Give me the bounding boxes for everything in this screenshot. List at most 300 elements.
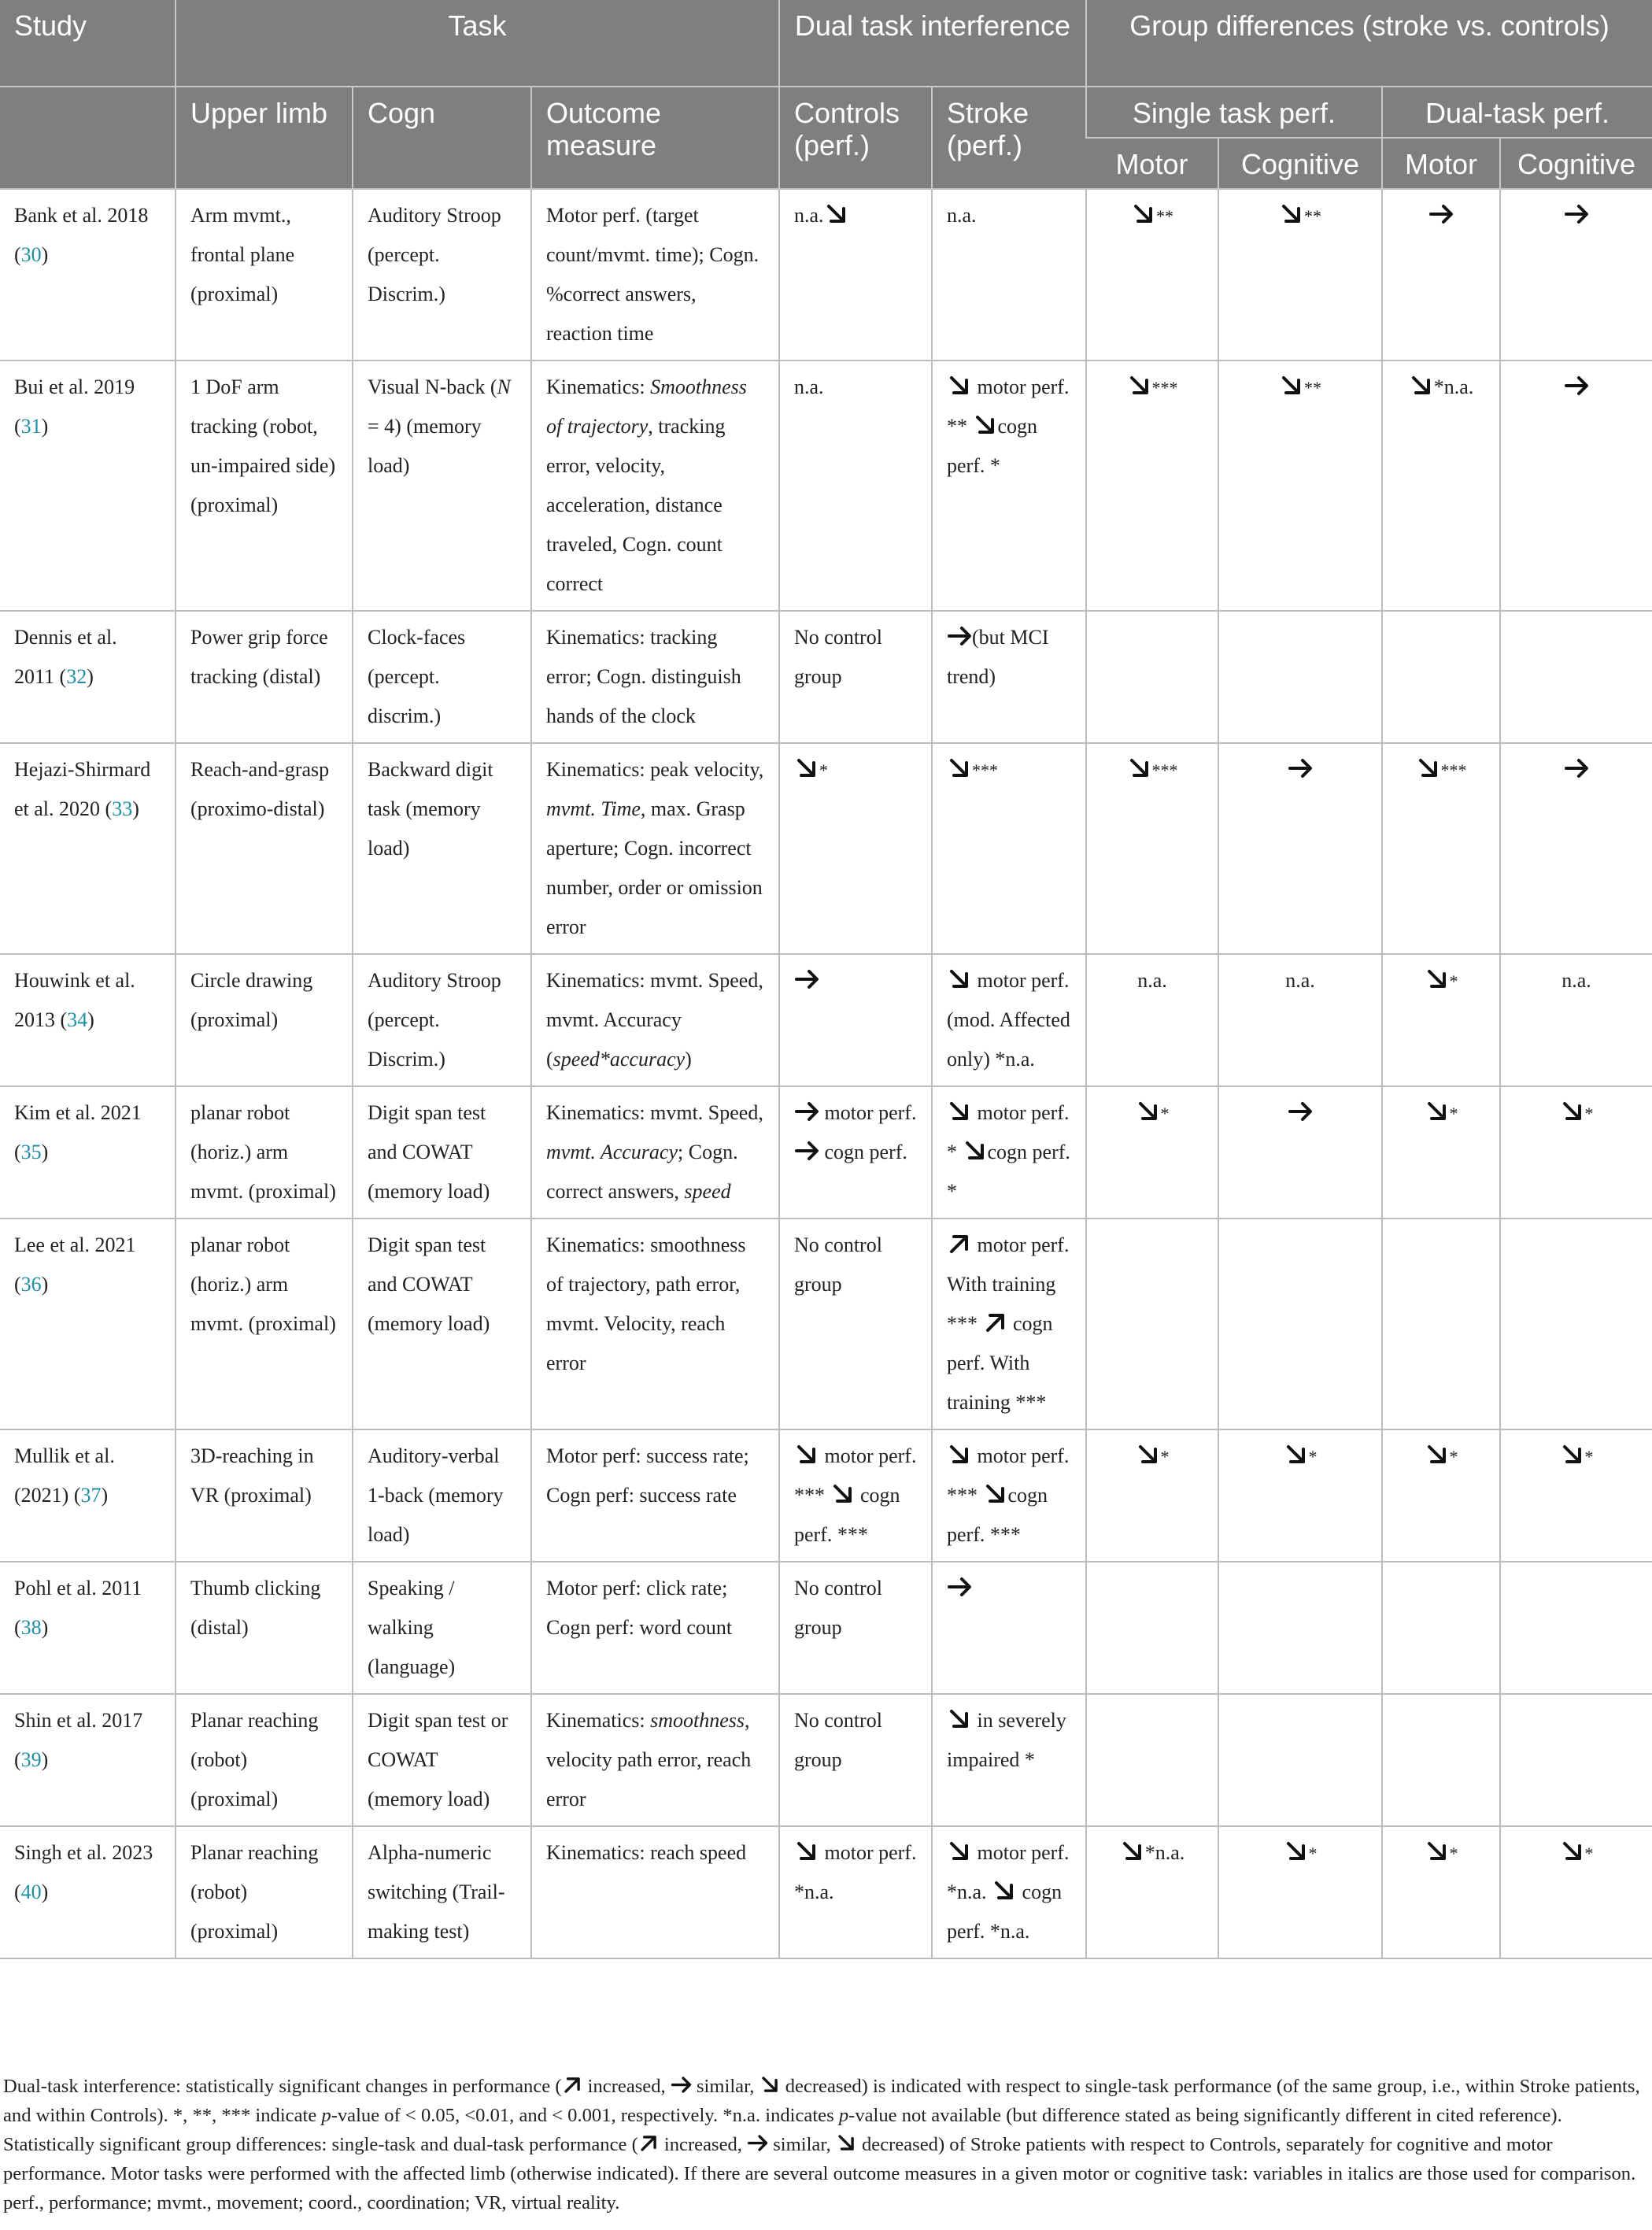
- cell-dual-task-cognitive: [1500, 1219, 1652, 1429]
- italic-text: smoothness: [650, 1709, 745, 1732]
- cell-controls-perf: [779, 1694, 932, 1826]
- cell-stroke-perf: [932, 1694, 1086, 1826]
- arrow-decreased-icon: [1409, 373, 1434, 398]
- cell-upper-limb: Thumb clicking (distal): [176, 1562, 353, 1694]
- cell-study: [0, 1086, 176, 1219]
- cell-dual-task-cognitive: [1500, 189, 1652, 361]
- cell-text: similar,: [691, 2076, 759, 2097]
- cell-dual-task-cognitive: [1500, 611, 1652, 743]
- cell-text: ): [41, 1616, 49, 1639]
- cell-stroke-perf: [932, 1086, 1086, 1219]
- cell-text: , max. Grasp aperture; Cogn. incorrect number, order or omission error: [546, 797, 763, 938]
- reference-link[interactable]: 31: [20, 415, 42, 438]
- cell-study: [0, 1694, 176, 1826]
- header-single-motor: Motor: [1086, 138, 1218, 189]
- cell-text: increased,: [659, 2134, 748, 2155]
- cell-single-task-cognitive: [1218, 1694, 1382, 1826]
- arrow-decreased-icon: [947, 373, 972, 398]
- table-header: [0, 0, 1652, 189]
- table-row: [0, 361, 1652, 611]
- cell-text: No control group: [794, 1577, 882, 1639]
- arrow-decreased-icon: [830, 1481, 856, 1507]
- cell-text: motor perf. (mod. Affected only) *n.a.: [947, 969, 1070, 1071]
- cell-text: cogn perf. With training ***: [947, 1312, 1053, 1414]
- table-row: [0, 743, 1652, 954]
- arrow-decreased-icon: [973, 412, 998, 438]
- cell-dual-task-cognitive: [1500, 1429, 1652, 1562]
- cell-stroke-perf: [932, 743, 1086, 954]
- reference-link[interactable]: 33: [112, 797, 133, 820]
- cell-cogn: [353, 361, 531, 611]
- cell-study: [0, 611, 176, 743]
- reference-link[interactable]: 40: [20, 1881, 42, 1903]
- cell-controls-perf: [779, 1219, 932, 1429]
- cell-text: ): [41, 1273, 49, 1296]
- arrow-decreased-icon: [1284, 1839, 1309, 1864]
- arrow-similar-icon: [794, 1099, 819, 1124]
- italic-text: mvmt. Time: [546, 797, 641, 820]
- cell-dual-task-motor: [1382, 1562, 1500, 1694]
- cell-text: Shin et al. 2017 (: [14, 1709, 143, 1771]
- header-dual-task-interference: Dual task interference: [779, 0, 1086, 87]
- arrow-similar-icon: [1564, 373, 1589, 398]
- italic-text: N: [497, 375, 511, 398]
- arrow-decreased-icon: [947, 1707, 972, 1732]
- cell-text: increased,: [582, 2076, 671, 2097]
- header-single-task-perf: Single task perf.: [1086, 87, 1382, 138]
- italic-text: speed*accuracy: [553, 1048, 686, 1071]
- arrow-decreased-icon: [1279, 373, 1304, 398]
- cell-text: motor perf.: [819, 1101, 917, 1124]
- reference-link[interactable]: 35: [20, 1141, 42, 1163]
- cell-dual-task-motor: [1382, 189, 1500, 361]
- cell-text: ): [41, 1881, 49, 1903]
- significance-mark: *: [1308, 1447, 1318, 1466]
- arrow-decreased-icon: [1560, 1099, 1585, 1124]
- cell-text: motor perf. *n.a.: [947, 1841, 1070, 1903]
- arrow-decreased-icon: [1120, 1839, 1145, 1864]
- cell-study: [0, 1429, 176, 1562]
- reference-link[interactable]: 36: [20, 1273, 42, 1296]
- header-group-differences: Group differences (stroke vs. controls): [1086, 0, 1652, 87]
- significance-mark: ***: [1440, 760, 1467, 780]
- cell-outcome-measure: [531, 611, 779, 743]
- table-row: [0, 1562, 1652, 1694]
- reference-link[interactable]: 39: [20, 1748, 42, 1771]
- cell-study: [0, 954, 176, 1086]
- significance-mark: *: [1449, 1844, 1458, 1863]
- cell-upper-limb: planar robot (horiz.) arm mvmt. (proximal): [176, 1219, 353, 1429]
- cell-study: [0, 1562, 176, 1694]
- cell-single-task-cognitive: [1218, 611, 1382, 743]
- header-single-cognitive: Cognitive: [1218, 138, 1382, 189]
- cell-dual-task-cognitive: [1500, 743, 1652, 954]
- cell-stroke-perf: [932, 361, 1086, 611]
- italic-text: speed: [684, 1180, 731, 1203]
- cell-text: ): [685, 1048, 692, 1071]
- cell-dual-task-cognitive: [1500, 954, 1652, 1086]
- cell-stroke-perf: [932, 954, 1086, 1086]
- table-row: [0, 1694, 1652, 1826]
- cell-upper-limb: Planar reaching (robot) (proximal): [176, 1694, 353, 1826]
- cell-controls-perf: [779, 743, 932, 954]
- arrow-similar-icon: [947, 623, 972, 649]
- table-row: [0, 1219, 1652, 1429]
- significance-mark: *: [1449, 971, 1458, 991]
- arrow-similar-icon: [947, 1574, 972, 1599]
- cell-single-task-motor: [1086, 1429, 1218, 1562]
- arrow-decreased-icon: [1560, 1442, 1585, 1467]
- cell-cogn: Auditory Stroop (percept. Discrim.): [353, 189, 531, 361]
- header-cogn: Cogn: [353, 87, 531, 189]
- cell-outcome-measure: [531, 1219, 779, 1429]
- significance-mark: *: [1160, 1104, 1170, 1123]
- cell-text: Motor perf: click rate; Cogn perf: word count: [546, 1577, 733, 1639]
- cell-controls-perf: [779, 1429, 932, 1562]
- arrow-similar-icon: [671, 2074, 692, 2095]
- cell-controls-perf: [779, 1086, 932, 1219]
- cell-dual-task-motor: [1382, 1086, 1500, 1219]
- cell-text: Mullik et al. (2021) (: [14, 1444, 115, 1507]
- reference-link[interactable]: 34: [67, 1008, 88, 1031]
- cell-text: Kinematics: tracking error; Cogn. distinguish hands of the clock: [546, 626, 741, 727]
- arrow-similar-icon: [1428, 202, 1454, 227]
- cell-dual-task-cognitive: [1500, 1826, 1652, 1958]
- header-dual-task-perf: Dual-task perf.: [1382, 87, 1652, 138]
- cell-text: Kinematics: mvmt. Speed, mvmt. Accuracy (: [546, 969, 763, 1071]
- cell-single-task-cognitive: [1218, 189, 1382, 361]
- cell-text: ): [101, 1484, 109, 1507]
- cell-outcome-measure: [531, 954, 779, 1086]
- cell-single-task-motor: [1086, 611, 1218, 743]
- cell-dual-task-motor: [1382, 1694, 1500, 1826]
- cell-stroke-perf: [932, 611, 1086, 743]
- cell-controls-perf: [779, 1826, 932, 1958]
- cell-dual-task-cognitive: [1500, 1694, 1652, 1826]
- cell-stroke-perf: [932, 1562, 1086, 1694]
- cell-text: Kim et al. 2021 (: [14, 1101, 142, 1163]
- cell-text: Kinematics:: [546, 375, 651, 398]
- significance-mark: *: [1584, 1447, 1594, 1466]
- cell-text: Pohl et al. 2011 (: [14, 1577, 142, 1639]
- significance-mark: *: [1449, 1104, 1458, 1123]
- cell-text: n.a.: [1285, 969, 1315, 992]
- cell-text: ): [132, 797, 139, 820]
- cell-text: motor perf. ***: [794, 1444, 917, 1507]
- cell-study: [0, 743, 176, 954]
- cell-cogn: Auditory-verbal 1-back (memory load): [353, 1429, 531, 1562]
- arrow-decreased-icon: [947, 1442, 972, 1467]
- header-controls-perf: Controls (perf.): [779, 87, 932, 189]
- cell-text: n.a.: [947, 204, 977, 227]
- cell-single-task-motor: [1086, 1219, 1218, 1429]
- cell-stroke-perf: [932, 1826, 1086, 1958]
- arrow-decreased-icon: [1416, 756, 1441, 781]
- arrow-similar-icon: [747, 2132, 768, 2154]
- cell-outcome-measure: [531, 361, 779, 611]
- significance-mark: **: [1156, 206, 1173, 226]
- cell-single-task-cognitive: [1218, 361, 1382, 611]
- cell-text: motor perf. **: [947, 375, 1070, 438]
- cell-cogn: Digit span test or COWAT (memory load): [353, 1694, 531, 1826]
- arrow-similar-icon: [794, 1138, 819, 1163]
- cell-text: ): [87, 665, 94, 688]
- significance-mark: **: [1304, 378, 1321, 398]
- arrow-decreased-icon: [1425, 1442, 1450, 1467]
- arrow-similar-icon: [1288, 756, 1313, 781]
- cell-text: (but MCI trend): [947, 626, 1049, 688]
- cell-single-task-motor: [1086, 954, 1218, 1086]
- header-stroke-perf: Stroke (perf.): [932, 87, 1086, 189]
- table-row: [0, 1086, 1652, 1219]
- header-dual-motor: Motor: [1382, 138, 1500, 189]
- header-outcome-measure: Outcome measure: [531, 87, 779, 189]
- arrow-decreased-icon: [992, 1878, 1017, 1903]
- cell-single-task-cognitive: [1218, 1562, 1382, 1694]
- cell-text: Visual N-back (: [368, 375, 497, 398]
- cell-upper-limb: Power grip force tracking (distal): [176, 611, 353, 743]
- cell-study: [0, 361, 176, 611]
- cell-cogn: Clock-faces (percept. discrim.): [353, 611, 531, 743]
- cell-single-task-cognitive: [1218, 1219, 1382, 1429]
- cell-text: Houwink et al. 2013 (: [14, 969, 135, 1031]
- header-upper-limb: Upper limb: [176, 87, 353, 189]
- arrow-decreased-icon: [947, 756, 972, 781]
- cell-text: Kinematics:: [546, 1709, 651, 1732]
- cell-dual-task-motor: [1382, 1826, 1500, 1958]
- cell-text: cogn perf. *n.a.: [947, 1881, 1063, 1943]
- arrow-decreased-icon: [1284, 1442, 1309, 1467]
- cell-dual-task-motor: [1382, 954, 1500, 1086]
- arrow-decreased-icon: [794, 1839, 819, 1864]
- arrow-decreased-icon: [1127, 756, 1152, 781]
- cell-controls-perf: [779, 189, 932, 361]
- cell-study: [0, 1219, 176, 1429]
- cell-controls-perf: [779, 1562, 932, 1694]
- cell-single-task-cognitive: [1218, 954, 1382, 1086]
- cell-single-task-motor: [1086, 1826, 1218, 1958]
- cell-outcome-measure: [531, 743, 779, 954]
- cell-stroke-perf: [932, 189, 1086, 361]
- cell-dual-task-motor: [1382, 611, 1500, 743]
- arrow-increased-icon: [562, 2074, 583, 2095]
- significance-mark: *: [1449, 1447, 1458, 1466]
- arrow-similar-icon: [1564, 202, 1589, 227]
- table-body: [0, 189, 1652, 1958]
- cell-outcome-measure: [531, 1562, 779, 1694]
- cell-text: motor perf. *n.a.: [794, 1841, 917, 1903]
- cell-text: , tracking error, velocity, acceleration, distance traveled, Cogn. count correct: [546, 415, 726, 595]
- cell-controls-perf: [779, 361, 932, 611]
- cell-dual-task-motor: [1382, 743, 1500, 954]
- arrow-decreased-icon: [1131, 202, 1156, 227]
- cell-text: cogn perf. *: [947, 415, 1038, 477]
- cell-text: -value not available (but difference stated as being significantly different in cited reference). Statistically significant group differences: single-task and dual-task performance (: [3, 2105, 1562, 2155]
- cell-text: decreased) is indicated with respect to single-task performance (of the same group, i.e., within Stroke patients, and within Controls). *, **, *** indicate: [3, 2076, 1640, 2126]
- cell-text: ): [41, 1748, 49, 1771]
- arrow-decreased-icon: [1425, 967, 1450, 992]
- cell-outcome-measure: [531, 1429, 779, 1562]
- cell-text: Kinematics: smoothness of trajectory, path error, mvmt. Velocity, reach error: [546, 1233, 746, 1374]
- cell-text: No control group: [794, 626, 882, 688]
- cell-outcome-measure: [531, 1826, 779, 1958]
- significance-mark: *: [1584, 1844, 1594, 1863]
- cell-study: [0, 189, 176, 361]
- cell-single-task-cognitive: [1218, 1826, 1382, 1958]
- cell-cogn: Auditory Stroop (percept. Discrim.): [353, 954, 531, 1086]
- cell-upper-limb: 1 DoF arm tracking (robot, un-impaired side) (proximal): [176, 361, 353, 611]
- cell-upper-limb: Arm mvmt., frontal plane (proximal): [176, 189, 353, 361]
- cell-text: ; Cogn. correct answers,: [546, 1141, 738, 1203]
- table-row: [0, 611, 1652, 743]
- cell-text: No control group: [794, 1233, 882, 1296]
- arrow-decreased-icon: [824, 202, 849, 227]
- cell-text: motor perf. ***: [947, 1444, 1070, 1507]
- cell-cogn: Backward digit task (memory load): [353, 743, 531, 954]
- cell-text: ): [41, 415, 49, 438]
- cell-text: cogn perf.: [819, 1141, 907, 1163]
- cell-cogn: Digit span test and COWAT (memory load): [353, 1219, 531, 1429]
- cell-text: , velocity path error, reach error: [546, 1709, 752, 1810]
- arrow-decreased-icon: [947, 1099, 972, 1124]
- arrow-decreased-icon: [836, 2132, 857, 2154]
- cell-text: in severely impaired *: [947, 1709, 1066, 1771]
- cell-text: Kinematics: reach speed: [546, 1841, 747, 1864]
- cell-text: Kinematics: mvmt. Speed,: [546, 1101, 763, 1124]
- reference-link[interactable]: 30: [20, 243, 42, 266]
- cell-cogn: Speaking / walking (language): [353, 1562, 531, 1694]
- cell-single-task-motor: [1086, 743, 1218, 954]
- cell-text: = 4) (memory load): [368, 415, 482, 477]
- arrow-similar-icon: [1288, 1099, 1313, 1124]
- arrow-decreased-icon: [1136, 1099, 1161, 1124]
- arrow-similar-icon: [1564, 756, 1589, 781]
- cell-text: cogn perf. ***: [947, 1484, 1048, 1546]
- cell-dual-task-motor: [1382, 1219, 1500, 1429]
- cell-controls-perf: [779, 954, 932, 1086]
- arrow-decreased-icon: [1425, 1839, 1450, 1864]
- cell-text: Motor perf. (target count/mvmt. time); Cogn. %correct answers, reaction time: [546, 204, 759, 345]
- significance-mark: ***: [1151, 760, 1178, 780]
- significance-mark: *: [819, 760, 828, 780]
- significance-mark: **: [1304, 206, 1321, 226]
- table-row: [0, 1429, 1652, 1562]
- cell-text: n.a.: [1137, 969, 1167, 992]
- arrow-similar-icon: [794, 967, 819, 992]
- cell-text: motor perf. With training ***: [947, 1233, 1070, 1335]
- arrow-decreased-icon: [794, 1442, 819, 1467]
- cell-text: Hejazi-Shirmard et al. 2020 (: [14, 758, 151, 820]
- arrow-decreased-icon: [1560, 1839, 1585, 1864]
- cell-single-task-motor: [1086, 189, 1218, 361]
- cell-text: cogn perf. *: [947, 1141, 1070, 1203]
- italic-text: p: [321, 2105, 331, 2126]
- cell-outcome-measure: [531, 189, 779, 361]
- cell-text: ): [41, 243, 49, 266]
- cell-text: Motor perf: success rate; Cogn perf: success rate: [546, 1444, 749, 1507]
- arrow-increased-icon: [947, 1231, 972, 1256]
- arrow-decreased-icon: [947, 967, 972, 992]
- cell-single-task-motor: [1086, 1086, 1218, 1219]
- header-task: Task: [176, 0, 779, 87]
- table-row: [0, 954, 1652, 1086]
- cell-single-task-motor: [1086, 361, 1218, 611]
- cell-text: Singh et al. 2023 (: [14, 1841, 153, 1903]
- cell-text: cogn perf. ***: [794, 1484, 900, 1546]
- reference-link[interactable]: 37: [80, 1484, 102, 1507]
- cell-dual-task-cognitive: [1500, 1562, 1652, 1694]
- significance-mark: *: [1584, 1104, 1594, 1123]
- cell-dual-task-motor: [1382, 361, 1500, 611]
- cell-text: n.a.: [1561, 969, 1591, 992]
- cell-text: -value of < 0.05, <0.01, and < 0.001, respectively. *n.a. indicates: [331, 2105, 839, 2126]
- cell-upper-limb: Reach-and-grasp (proximo-distal): [176, 743, 353, 954]
- cell-text: similar,: [768, 2134, 836, 2155]
- cell-text: Lee et al. 2021 (: [14, 1233, 136, 1296]
- significance-mark: ***: [972, 760, 998, 780]
- cell-outcome-measure: [531, 1694, 779, 1826]
- cell-text: motor perf. *: [947, 1101, 1070, 1163]
- cell-upper-limb: Circle drawing (proximal): [176, 954, 353, 1086]
- cell-study: [0, 1826, 176, 1958]
- cell-dual-task-cognitive: [1500, 1086, 1652, 1219]
- cell-stroke-perf: [932, 1429, 1086, 1562]
- cell-text: No control group: [794, 1709, 882, 1771]
- cell-text: Bui et al. 2019 (: [14, 375, 135, 438]
- cell-upper-limb: Planar reaching (robot) (proximal): [176, 1826, 353, 1958]
- significance-mark: ***: [1151, 378, 1178, 398]
- table-footnote: [3, 2072, 1648, 2217]
- arrow-increased-icon: [638, 2132, 660, 2154]
- table-row: [0, 189, 1652, 361]
- italic-text: mvmt. Accuracy: [546, 1141, 678, 1163]
- significance-mark: *: [1308, 1844, 1318, 1863]
- arrow-decreased-icon: [947, 1839, 972, 1864]
- arrow-decreased-icon: [1425, 1099, 1450, 1124]
- significance-mark: *: [1160, 1447, 1170, 1466]
- cell-outcome-measure: [531, 1086, 779, 1219]
- arrow-decreased-icon: [1279, 202, 1304, 227]
- reference-link[interactable]: 32: [66, 665, 87, 688]
- cell-dual-task-cognitive: [1500, 361, 1652, 611]
- cell-stroke-perf: [932, 1219, 1086, 1429]
- italic-text: p: [838, 2105, 849, 2126]
- cell-text: *n.a.: [1144, 1841, 1185, 1864]
- arrow-increased-icon: [983, 1310, 1008, 1335]
- cell-upper-limb: planar robot (horiz.) arm mvmt. (proximal): [176, 1086, 353, 1219]
- cell-single-task-cognitive: [1218, 1429, 1382, 1562]
- cell-text: ): [87, 1008, 94, 1031]
- cell-dual-task-motor: [1382, 1429, 1500, 1562]
- cell-single-task-cognitive: [1218, 743, 1382, 954]
- cell-text: ): [41, 1141, 49, 1163]
- cell-text: decreased) of Stroke patients with respect to Controls, separately for cognitive and motor performance. Motor tasks were performed with the affected limb (otherwise indicated). If there are several outcome measures in a given motor or cognitive task: variables in italics are those used for comparison. perf., performance; mvmt., movement; coord., coordination; VR, virtual reality.: [3, 2134, 1636, 2213]
- cell-controls-perf: [779, 611, 932, 743]
- italic-text: Smoothness of trajectory: [546, 375, 747, 438]
- cell-cogn: Digit span test and COWAT (memory load): [353, 1086, 531, 1219]
- cell-text: Dennis et al. 2011 (: [14, 626, 117, 688]
- reference-link[interactable]: 38: [20, 1616, 42, 1639]
- table-row: [0, 1826, 1652, 1958]
- arrow-decreased-icon: [1136, 1442, 1161, 1467]
- arrow-decreased-icon: [794, 756, 819, 781]
- arrow-decreased-icon: [963, 1138, 988, 1163]
- cell-single-task-motor: [1086, 1562, 1218, 1694]
- arrow-decreased-icon: [983, 1481, 1008, 1507]
- header-study: Study: [0, 0, 176, 87]
- cell-single-task-motor: [1086, 1694, 1218, 1826]
- cell-text: Bank et al. 2018 (: [14, 204, 149, 266]
